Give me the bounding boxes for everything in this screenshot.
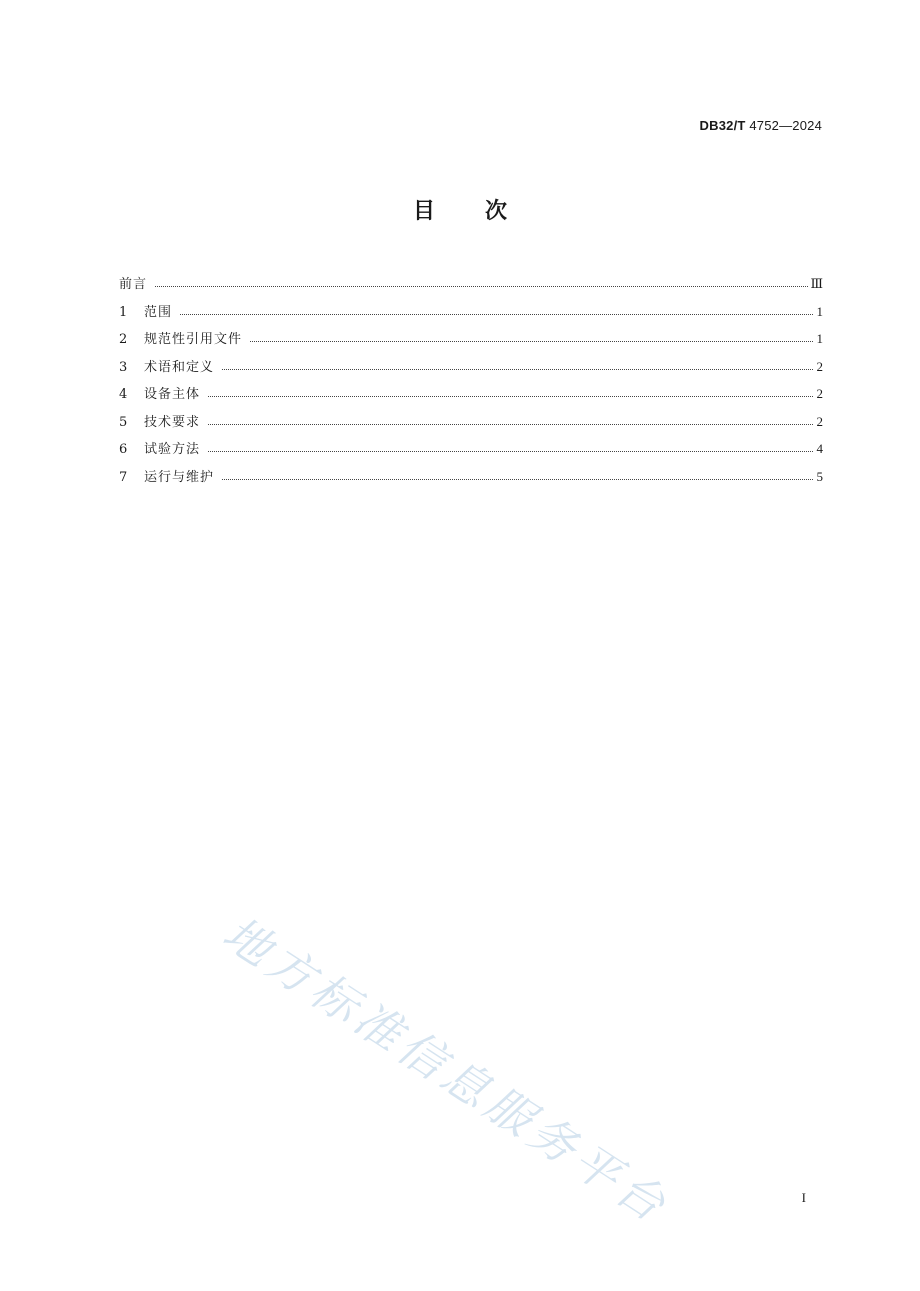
page-title (0, 194, 920, 225)
toc-entry-page: 2 (816, 413, 823, 429)
toc-leader-dots (208, 424, 813, 425)
toc-entry-page: 1 (816, 303, 823, 319)
toc-leader-dots (208, 451, 813, 452)
toc-entry-scope[interactable] (119, 298, 823, 326)
toc-entry-title: 技术要求 (144, 414, 201, 430)
standard-code-prefix: DB (699, 118, 719, 133)
toc-entry-number: 1 (119, 304, 128, 320)
toc-entry-number: 3 (119, 359, 128, 375)
toc-entry-number: 5 (119, 414, 128, 430)
toc-entry-page: 2 (816, 386, 823, 401)
standard-code (700, 118, 822, 133)
toc-entry-title: 运行与维护 (144, 469, 215, 485)
toc-entry-technical-requirements[interactable] (119, 408, 823, 436)
page-number: I (801, 1190, 806, 1205)
toc-entry-number: 4 (119, 387, 128, 402)
toc-entry-title: 术语和定义 (144, 359, 215, 375)
table-of-contents (119, 270, 823, 490)
toc-entry-normative-references[interactable] (119, 325, 823, 353)
toc-entry-page: 2 (816, 358, 823, 374)
toc-entry-title: 试验方法 (144, 442, 201, 457)
page-title-left: 目 (412, 199, 435, 224)
standard-code-region: 32/T (718, 118, 746, 133)
toc-entry-test-methods[interactable] (119, 435, 823, 463)
toc-entry-terms-definitions[interactable] (119, 353, 823, 381)
toc-leader-dots (208, 396, 813, 397)
toc-leader-dots (222, 369, 813, 370)
page-title-right: 次 (485, 199, 508, 224)
watermark: 地方标准信息服务平台 (213, 905, 680, 1235)
toc-entry-title: 范围 (144, 304, 173, 320)
toc-entry-number: 6 (119, 442, 128, 457)
toc-leader-dots (250, 341, 813, 342)
toc-entry-title: 设备主体 (144, 387, 201, 402)
toc-entry-page: 1 (816, 331, 823, 346)
toc-entry-page: Ⅲ (810, 276, 823, 291)
standard-code-number: 4752—2024 (749, 118, 822, 133)
toc-entry-foreword[interactable] (119, 270, 823, 298)
toc-entry-equipment-body[interactable] (119, 380, 823, 408)
toc-entry-page: 5 (816, 468, 823, 484)
toc-leader-dots (155, 286, 808, 287)
toc-entry-page: 4 (816, 441, 823, 456)
toc-leader-dots (222, 479, 813, 480)
toc-leader-dots (180, 314, 813, 315)
toc-entry-title: 规范性引用文件 (144, 332, 243, 347)
toc-entry-number: 2 (119, 332, 128, 347)
toc-entry-number: 7 (119, 469, 128, 485)
toc-entry-operation-maintenance[interactable] (119, 463, 823, 491)
toc-entry-title: 前言 (119, 277, 148, 292)
